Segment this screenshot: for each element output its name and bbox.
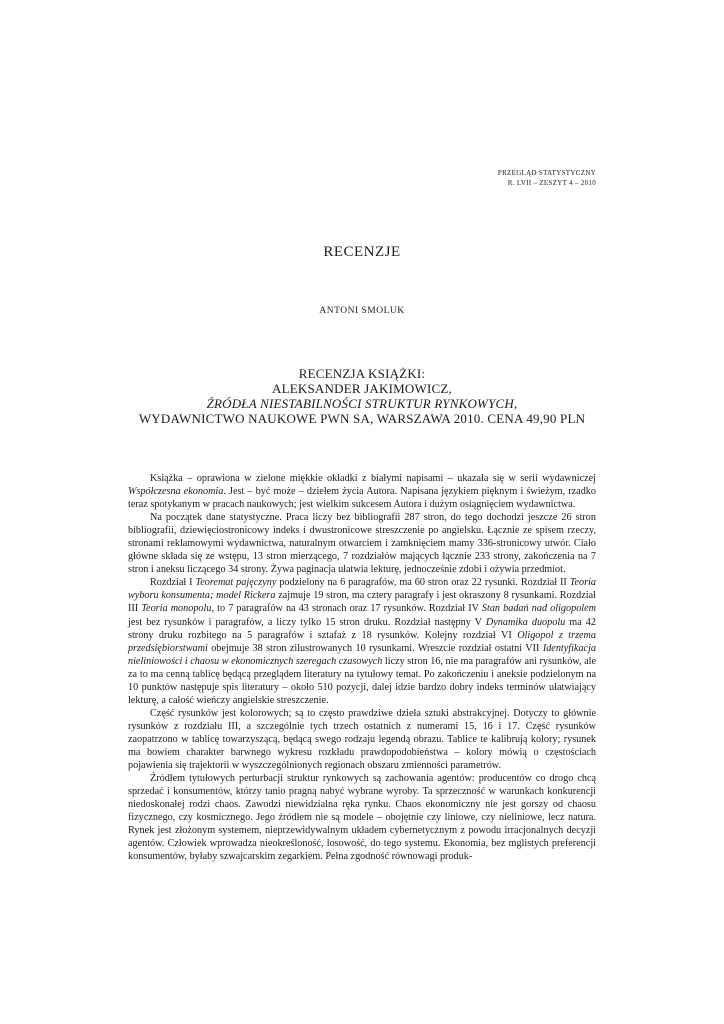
chapter-title: Oligopol z trzema przedsiębiorstwami	[128, 629, 597, 654]
journal-name: PRZEGLĄD STATYSTYCZNY	[497, 169, 596, 177]
text-run: jest bez rysunków i paragrafów, a liczy tylko 15 stron druku. Rozdział następny V	[128, 616, 486, 628]
publisher-info: WYDAWNICTWO NAUKOWE PWN SA, WARSZAWA 2010. CENA 49,90 PLN	[138, 411, 586, 426]
text-run: podzielony na 6 paragrafów, ma 60 stron oraz 22 rysunki. Rozdział II	[276, 577, 570, 589]
text-run: . Jest – być może – dziełem życia Autora. Napisana językiem pięknym i świeżym, rzadko teraz spotykanym w pracach naukowych; jest wielkim sukcesem Autora i dużym osiągnięciem wydawnictwa.	[128, 486, 596, 511]
chapter-title: Stan badań nad oligopolem	[481, 603, 597, 615]
journal-header	[498, 168, 596, 188]
review-title-line-2: ALEKSANDER JAKIMOWICZ,	[272, 381, 452, 396]
text-run: liczy stron 16, nie ma paragrafów ani rysunków, ale za to ma cenną tablicę będącą przeglądem literatury na tytułowy temat. Po zakończeniu i aneksie podzielonym na 10 punktów następuje spis literatury – około 510 pozycji, dalej idzie bardzo dobry indeks terminów ułatwiający lekturę, a całość wieńczy angielskie streszczenie.	[128, 655, 596, 706]
paragraph-5: Źródłem tytułowych perturbacji struktur rynkowych są zachowania agentów: producentów co drogo chcą sprzedać i konsumentów, którzy tanio pragną nabyć wybrane wyroby. Ta sprzeczność w warunkach konkurencji niedoskonałej rodzi chaos. Zawodzi niewidzialna ręka rynku. Chaos ekonomiczny nie jest gorszy od chaosu fizycznego, czy kosmicznego. Jego źródłem nie są modele – obojętnie czy liniowe, czy nieliniowe, lecz natura. Rynek jest złożonym systemem, nieprzewidywalnym układem cybernetycznym z powodu irracjonalnych decyzji agentów. Człowiek wprowadza nieokreśloność, losowość, do tego systemu. Ekonomia, bez mglistych preferencji konsumentów, byłaby szwajcarskim zegarkiem. Pełna zgodność równowagi produk-	[128, 773, 596, 863]
paragraph-3	[128, 576, 596, 706]
series-name: Współczesna ekonomia	[128, 486, 224, 498]
chapter-title: Dynamika duopolu	[485, 616, 566, 628]
author-name: ANTONI SMOLUK	[319, 306, 405, 316]
text-run: Książka – oprawiona w zielone miękkie okładki z białymi napisami – ukazała się w serii wydawniczej	[150, 473, 596, 484]
paragraph-1	[128, 472, 596, 511]
review-title-line-1: RECENZJA KSIĄŻKI:	[298, 366, 426, 381]
chapter-title: Teoremat pajęczyny	[195, 577, 277, 589]
paragraph-4: Część rysunków jest kolorowych; są to często prawdziwe dzieła sztuki abstrakcyjnej. Dotyczy to głównie rysunków z rozdziału III, a szczególnie tych trzech ostatnich z numerami 15, 16 i 17. Część rysunków zaopatrzono w tablicę towarzyszącą, będącą swego rodzaju legendą obrazu. Tablice te kalibrują kolory; rysunek ma bowiem charakter barwnego wykresu rozkładu prawdopodobieństwa – kolory mówią o częstościach pojawienia się trajektorii w wyszczególnionych regionach obszaru zmienności parametrów.	[128, 707, 596, 772]
journal-issue: R. LVII – ZESZYT 4 – 2010	[507, 179, 596, 187]
paragraph-2: Na początek dane statystyczne. Praca liczy bez bibliografii 287 stron, do tego dochodzi jeszcze 26 stron bibliografii, dziewięciostronicowy indeks i dwustronicowe streszczenie po angielsku. Łącznie ze spisem rzeczy, stronami reklamowymi wydawnictwa, naturalnym otwarciem i zamknięciem mamy 336-stronicowy utwór. Ciało główne składa się ze wstępu, 13 stron mierzącego, 7 rozdziałów mających łącznie 233 strony, zakończenia na 7 stron i aneksu liczącego 34 strony. Żywa paginacja ułatwia lekturę, jednocześnie zdobi i ożywia przedmiot.	[128, 512, 596, 576]
chapter-title: Teoria wyboru konsumenta; model Rickera	[128, 577, 596, 602]
section-title: RECENZJE	[323, 244, 401, 260]
chapter-title: Teoria monopolu	[141, 603, 212, 615]
text-run: , to 7 paragrafów na 43 stronach oraz 17 rysunków. Rozdział IV	[211, 603, 482, 615]
text-run: Rozdział I	[150, 577, 196, 589]
text-run: ma 42 strony druku rozbitego na 5 paragrafów i sztafaż z 18 rysunków. Kolejny rozdział VI	[128, 616, 596, 641]
review-body	[128, 472, 596, 863]
text-run: zajmuje 19 stron, ma cztery paragrafy i jest okraszony 8 rysunkami. Rozdział III	[128, 590, 596, 615]
text-run: obejmuje 38 stron zilustrowanych 10 rysunkami. Wreszcie rozdział ostatni VII	[207, 642, 543, 654]
chapter-title: Identyfikacja nieliniowości i chaosu w ekonomicznych szeregach czasowych	[128, 642, 596, 667]
review-title	[0, 366, 724, 426]
book-title: ŹRÓDŁA NIESTABILNOŚCI STRUKTUR RYNKOWYCH,	[206, 396, 518, 411]
